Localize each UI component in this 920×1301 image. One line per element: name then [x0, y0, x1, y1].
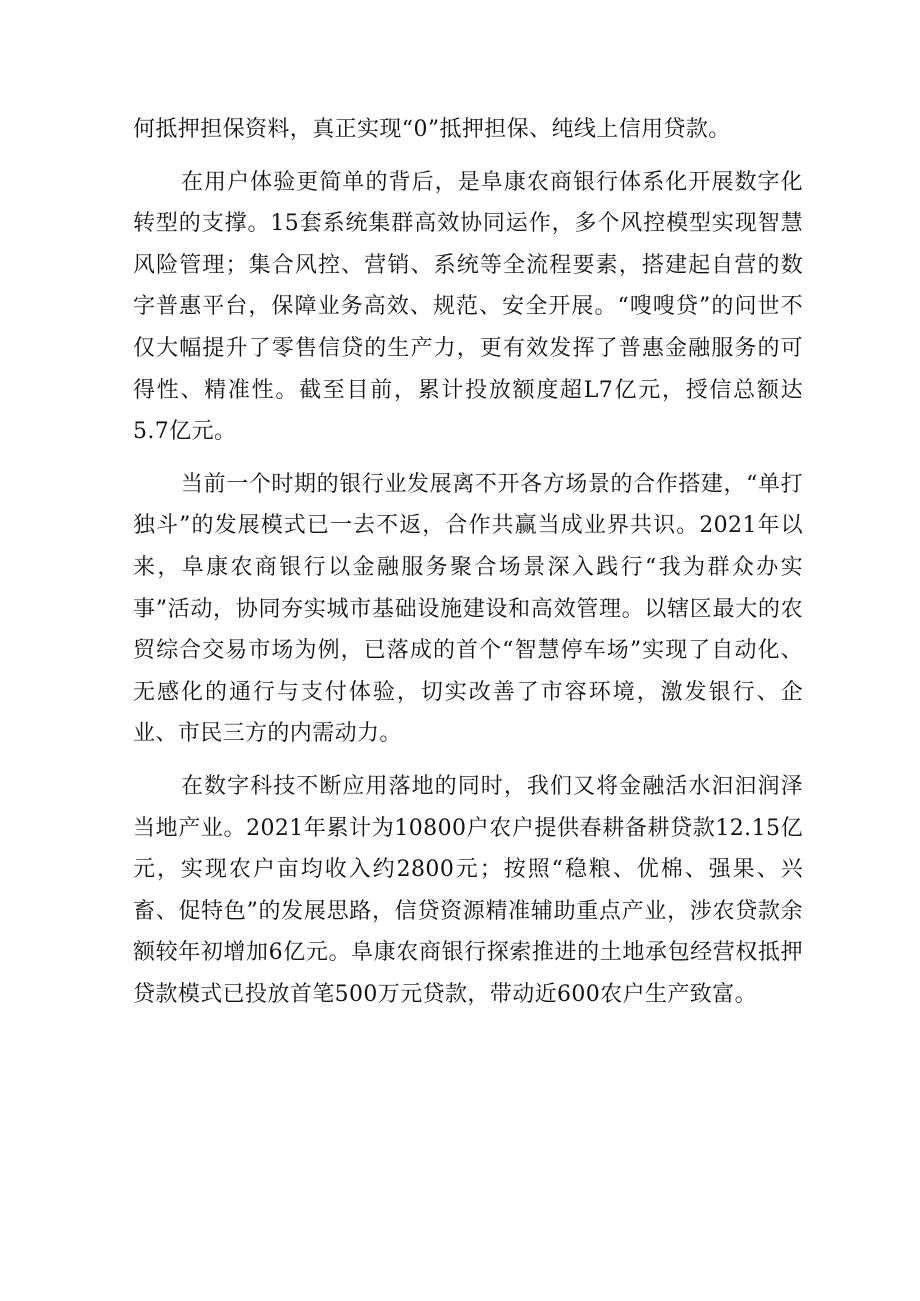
paragraph-3: 当前一个时期的银行业发展离不开各方场景的合作搭建，“单打独斗”的发展模式已一去不返，合作共赢当成业界共识。2021年以来，阜康农商银行以金融服务聚合场景深入践行“我为群众办实事”活动，协同夯实城市基础设施建设和高效管理。以辖区最大的农贸综合交易市场为例，已落成的首个“智慧停车场”实现了自动化、无感化的通行与支付体验，切实改善了市容环境，激发银行、企业、市民三方的内需动力。: [133, 471, 803, 747]
paragraph-4: 在数字科技不断应用落地的同时，我们又将金融活水汩汩润泽当地产业。2021年累计为10800户农户提供春耕备耕贷款12.15亿元，实现农户亩均收入约2800元；按照“稳粮、优棉、强果、兴畜、促特色”的发展思路，信贷资源精准辅助重点产业，涉农贷款余额较年初增加6亿元。阜康农商银行探索推进的土地承包经营权抵押贷款模式已投放首笔500万元贷款，带动近600农户生产致富。: [133, 773, 803, 1007]
document-body: [133, 109, 803, 1015]
paragraph-2: 在用户体验更简单的背后，是阜康农商银行体系化开展数字化转型的支撑。15套系统集群高效协同运作，多个风控模型实现智慧风险管理；集合风控、营销、系统等全流程要素，搭建起自营的数字普惠平台，保障业务高效、规范、安全开展。“嗖嗖贷”的问世不仅大幅提升了零售信贷的生产力，更有效发挥了普惠金融服务的可得性、精准性。截至目前，累计投放额度超L7亿元，授信总额达5.7亿元。: [133, 169, 803, 445]
paragraph-1: 何抵押担保资料，真正实现“0”抵押担保、纯线上信用贷款。: [133, 117, 731, 142]
